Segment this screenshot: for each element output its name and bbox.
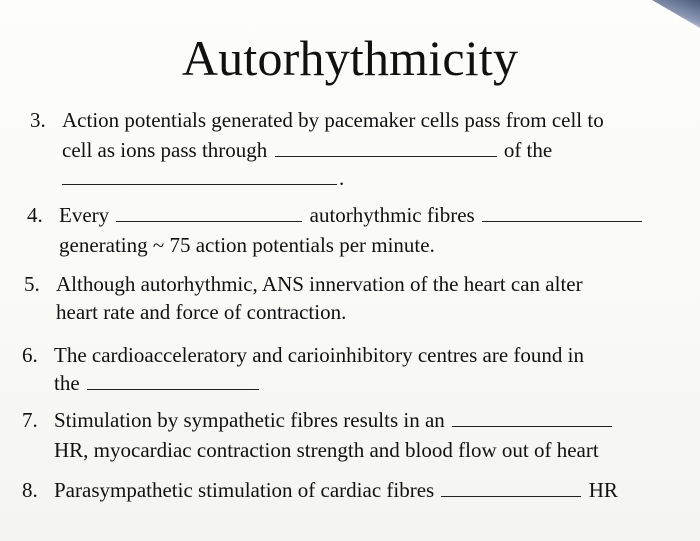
item-text: cell as ions pass through bbox=[62, 138, 268, 162]
list-item bbox=[30, 104, 690, 200]
list-item bbox=[22, 474, 694, 508]
answer-blank bbox=[62, 166, 337, 185]
item-text: Every bbox=[59, 203, 110, 227]
item-line bbox=[59, 229, 435, 261]
item-text: . bbox=[339, 166, 345, 190]
item-text: HR bbox=[588, 478, 618, 502]
answer-blank bbox=[116, 203, 302, 222]
item-text: Stimulation by sympathetic fibres results in an bbox=[54, 408, 445, 432]
item-number: 7. bbox=[22, 408, 38, 432]
item-text: heart rate and force of contraction. bbox=[56, 300, 347, 324]
item-text: of the bbox=[503, 138, 553, 162]
item-number: 3. bbox=[30, 108, 46, 132]
item-line bbox=[59, 199, 644, 231]
list-item bbox=[27, 199, 692, 263]
answer-blank bbox=[482, 203, 642, 222]
list-item bbox=[24, 268, 694, 332]
item-text: generating ~ 75 action potentials per minute. bbox=[59, 233, 435, 257]
item-number: 8. bbox=[22, 478, 38, 502]
item-number: 6. bbox=[22, 343, 38, 367]
item-text: Although autorhythmic, ANS innervation of the heart can alter bbox=[56, 272, 583, 296]
answer-blank bbox=[275, 138, 497, 157]
answer-blank bbox=[452, 408, 612, 427]
item-line bbox=[56, 296, 346, 328]
item-line bbox=[62, 104, 604, 136]
item-line bbox=[54, 404, 614, 436]
item-line bbox=[54, 434, 599, 466]
page-title: Autorhythmicity bbox=[181, 30, 519, 86]
item-number: 4. bbox=[27, 203, 43, 227]
item-line bbox=[54, 474, 618, 506]
item-text: HR, myocardiac contraction strength and blood flow out of heart bbox=[54, 438, 599, 462]
list-item bbox=[22, 404, 694, 468]
item-text: autorhythmic fibres bbox=[309, 203, 475, 227]
item-number: 5. bbox=[24, 272, 40, 296]
item-text: The cardioacceleratory and carioinhibitory centres are found in bbox=[54, 343, 584, 367]
item-text: the bbox=[54, 371, 80, 395]
item-text: Parasympathetic stimulation of cardiac fibres bbox=[54, 478, 435, 502]
list-item bbox=[22, 339, 694, 403]
item-line bbox=[54, 367, 261, 399]
answer-blank bbox=[87, 371, 259, 390]
answer-blank bbox=[441, 478, 581, 497]
item-text: Action potentials generated by pacemaker cells pass from cell to bbox=[62, 108, 604, 132]
item-line bbox=[62, 162, 344, 194]
